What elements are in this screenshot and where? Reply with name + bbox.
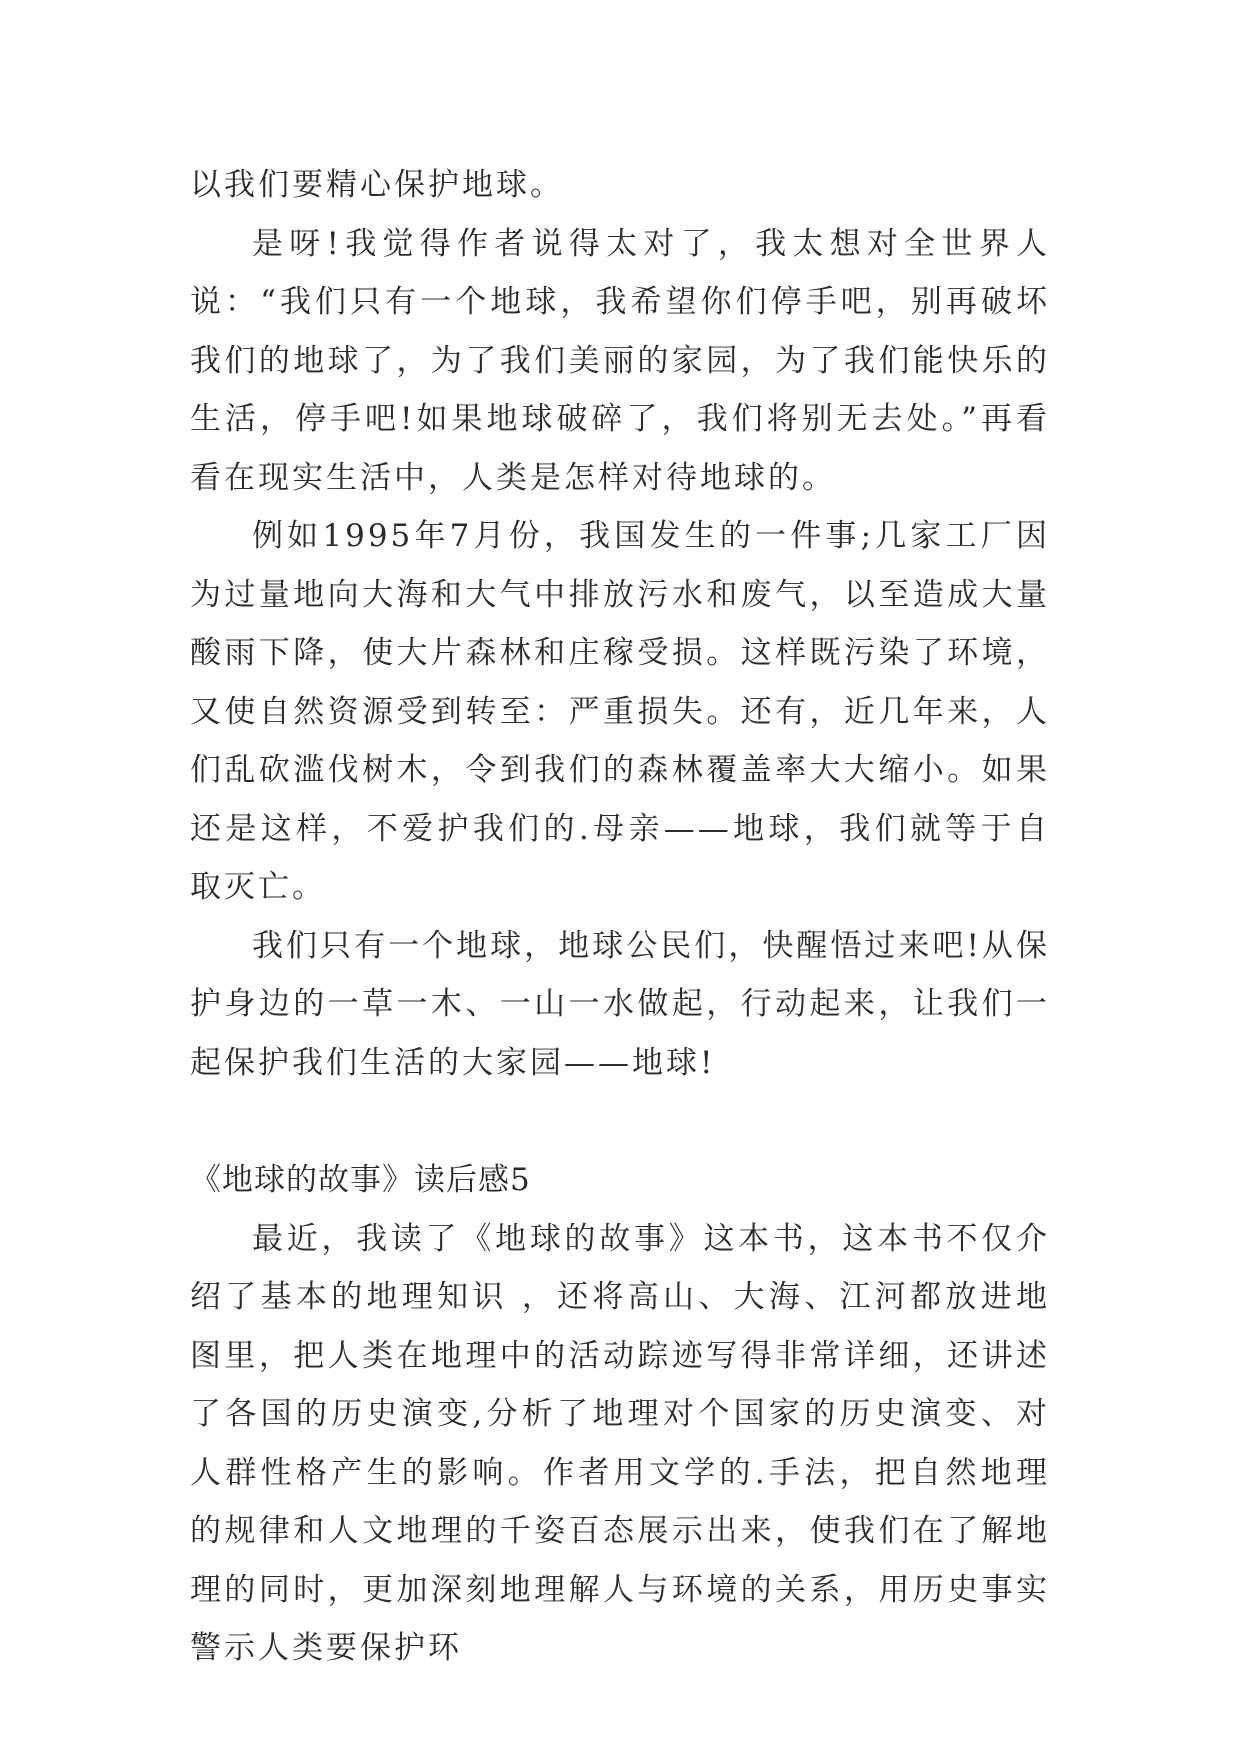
section-title: 《地球的故事》读后感5 (190, 1162, 531, 1198)
body-paragraph: 例如1995年7月份，我国发生的一件事;几家工厂因为过量地向大海和大气中排放污水和废气，以至造成大量酸雨下降，使大片森林和庄稼受损。这样既污染了环境，又使自然资源受到转至：严重损失。还有，近几年来，人们乱砍滥伐树木，令到我们的森林覆盖率大大缩小。如果还是这样，不爱护我们的.母亲——地球，我们就等于自取灭亡。 (190, 518, 1050, 905)
body-paragraph: 最近，我读了《地球的故事》这本书，这本书不仅介绍了基本的地理知识 ，还将高山、大海、江河都放进地图里，把人类在地理中的活动踪迹写得非常详细，还讲述了各国的历史演变,分析了地理对个国家的历史演变、对人群性格产生的影响。作者用文学的.手法，把自然地理的规律和人文地理的千姿百态展示出来，使我们在了解地理的同时，更加深刻地理解人与环境的关系，用历史事实警示人类要保护环 (190, 1220, 1050, 1666)
body-paragraph: 我们只有一个地球，地球公民们，快醒悟过来吧!从保护身边的一草一木、一山一水做起，行动起来，让我们一起保护我们生活的大家园——地球! (190, 927, 1050, 1081)
continued-paragraph: 以我们要精心保护地球。 (190, 167, 564, 203)
document-body (190, 156, 1050, 1678)
body-paragraph: 是呀!我觉得作者说得太对了，我太想对全世界人说：“我们只有一个地球，我希望你们停手吧，别再破坏我们的地球了，为了我们美丽的家园，为了我们能快乐的生活，停手吧!如果地球破碎了，我们将别无去处。”再看看在现实生活中，人类是怎样对待地球的。 (190, 225, 1050, 496)
